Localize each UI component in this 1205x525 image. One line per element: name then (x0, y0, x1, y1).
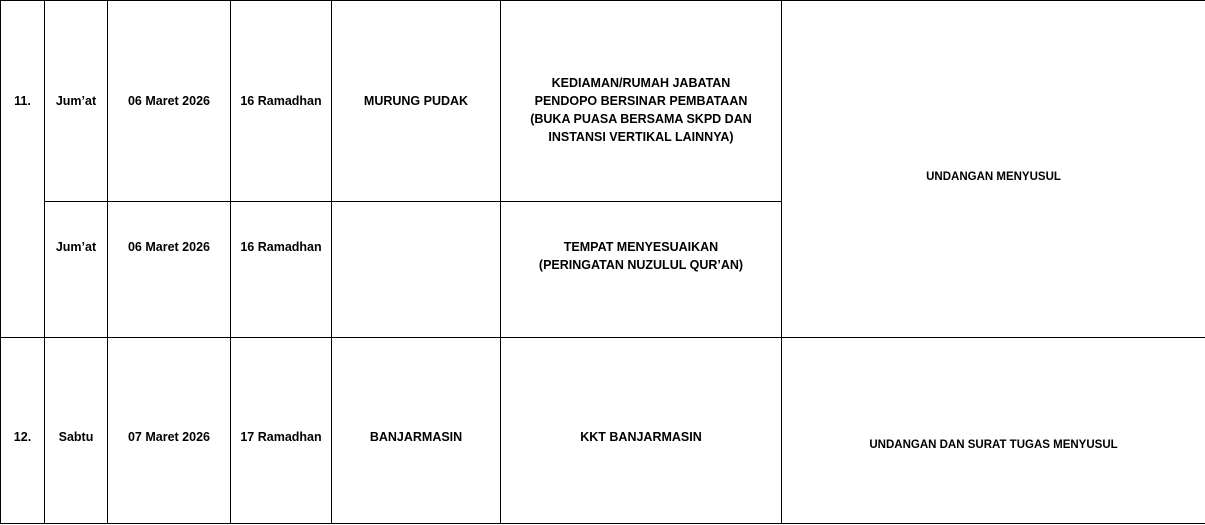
date-cell (108, 338, 231, 524)
location: MURUNG PUDAK (363, 94, 469, 108)
hijri-date: 16 Ramadhan (240, 240, 322, 254)
row-number-cell (1, 1, 45, 202)
venue-line: (PERINGATAN NUZULUL QUR’AN) (538, 258, 744, 272)
row-number: 11. (14, 94, 31, 108)
hijri-date-cell (231, 1, 332, 202)
day-cell (45, 202, 108, 338)
day: Sabtu (58, 430, 94, 444)
row-number-cell (1, 202, 45, 338)
location-cell (332, 1, 501, 202)
hijri-date-cell (231, 202, 332, 338)
day: Jum’at (55, 94, 97, 108)
venue-line: KEDIAMAN/RUMAH JABATAN (551, 76, 731, 90)
row-number-cell (1, 338, 45, 524)
note-cell (782, 1, 1205, 338)
location-cell (332, 338, 501, 524)
venue-line: KKT BANJARMASIN (580, 430, 702, 444)
venue-cell (501, 202, 782, 338)
venue-line: TEMPAT MENYESUAIKAN (563, 240, 719, 254)
note-cell (782, 338, 1205, 524)
day-cell (45, 1, 108, 202)
date-cell (108, 1, 231, 202)
table-row (1, 1, 1205, 202)
day: Jum’at (55, 240, 97, 254)
hijri-date: 16 Ramadhan (240, 94, 322, 108)
location: BANJARMASIN (369, 430, 463, 444)
venue-line: PENDOPO BERSINAR PEMBATAAN (534, 94, 748, 108)
note: UNDANGAN MENYUSUL (926, 171, 1061, 183)
venue-line: INSTANSI VERTIKAL LAINNYA) (548, 130, 734, 144)
row-number: 12. (13, 430, 32, 444)
note: UNDANGAN DAN SURAT TUGAS MENYUSUL (869, 439, 1118, 451)
day-cell (45, 338, 108, 524)
venue-cell (501, 338, 782, 524)
table-row (1, 338, 1205, 524)
venue-cell (501, 1, 782, 202)
date-cell (108, 202, 231, 338)
date: 06 Maret 2026 (127, 94, 210, 108)
date: 06 Maret 2026 (127, 240, 210, 254)
hijri-date-cell (231, 338, 332, 524)
location-cell (332, 202, 501, 338)
location (336, 202, 496, 238)
hijri-date: 17 Ramadhan (240, 430, 322, 444)
venue-line: (BUKA PUASA BERSAMA SKPD DAN (530, 112, 752, 126)
date: 07 Maret 2026 (127, 430, 210, 444)
